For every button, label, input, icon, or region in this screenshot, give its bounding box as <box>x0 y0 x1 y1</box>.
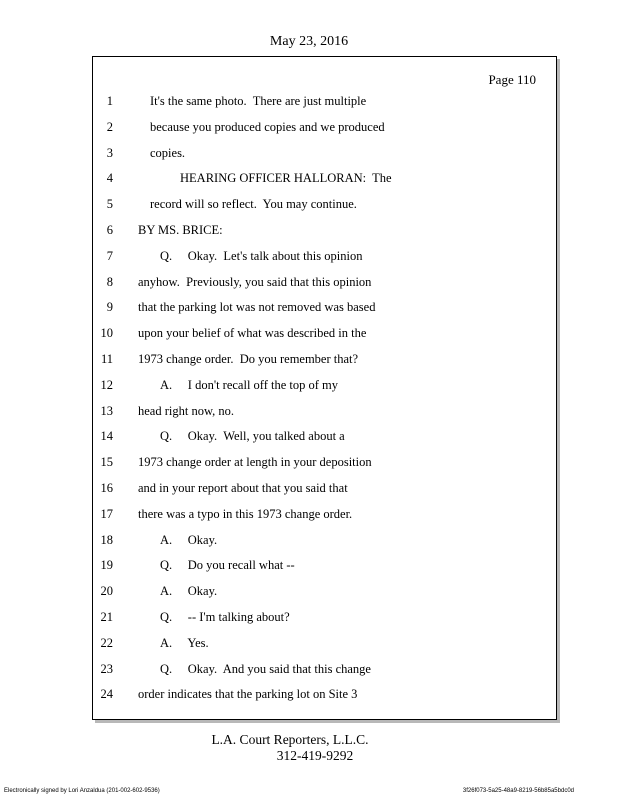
document-hash: 3f26f073-5a25-48a9-8219-56b85a5bdc0d <box>462 788 574 794</box>
line-text: because you produced copies and we produced <box>150 119 385 134</box>
line-text: A. I don't recall off the top of my <box>160 377 339 392</box>
line-number: 19 <box>100 558 113 573</box>
line-number: 17 <box>100 506 113 521</box>
line-number: 4 <box>106 171 113 186</box>
header-date: May 23, 2016 <box>269 34 349 49</box>
line-number: 24 <box>100 687 113 702</box>
line-number: 1 <box>106 94 113 108</box>
line-number: 6 <box>106 222 113 237</box>
page-number: Page 110 <box>488 72 536 87</box>
transcript-page <box>92 56 557 720</box>
line-text: order indicates that the parking lot on Site 3 <box>138 687 358 702</box>
line-text: 1973 change order. Do you remember that? <box>138 351 359 366</box>
line-text: and in your report about that you said that <box>138 480 348 495</box>
line-text: Q. Do you recall what -- <box>160 558 295 573</box>
line-number: 15 <box>100 455 113 470</box>
line-number: 11 <box>100 351 113 366</box>
line-number: 10 <box>100 326 113 341</box>
line-text: upon your belief of what was described in the <box>138 326 367 341</box>
court-reporter-phone: 312-419-9292 <box>276 748 354 763</box>
line-text: Q. Okay. And you said that this change <box>160 661 371 676</box>
line-text: Q. Okay. Well, you talked about a <box>160 429 345 444</box>
line-text: HEARING OFFICER HALLORAN: The <box>180 171 392 186</box>
line-number: 12 <box>100 377 113 392</box>
line-text: record will so reflect. You may continue. <box>150 197 357 212</box>
line-number: 23 <box>100 661 113 676</box>
line-number: 21 <box>100 609 113 624</box>
line-text: that the parking lot was not removed was based <box>138 300 376 315</box>
electronic-signature: Electronically signed by Lori Anzaldua (201-002-602-9536) <box>4 788 160 794</box>
line-text: head right now, no. <box>138 403 235 418</box>
line-number: 5 <box>106 197 113 212</box>
line-text: A. Yes. <box>160 635 209 650</box>
line-text: BY MS. BRICE: <box>138 222 223 237</box>
line-number: 22 <box>100 635 113 650</box>
line-text: It's the same photo. There are just multiple <box>150 94 367 108</box>
line-text: copies. <box>150 145 186 160</box>
court-reporter-name: L.A. Court Reporters, L.L.C. <box>211 732 369 747</box>
line-text: Q. Okay. Let's talk about this opinion <box>160 248 363 263</box>
line-number: 13 <box>100 403 113 418</box>
line-text: A. Okay. <box>160 532 218 547</box>
line-number: 2 <box>106 119 113 134</box>
line-number: 18 <box>100 532 113 547</box>
line-number: 16 <box>100 480 113 495</box>
line-number: 3 <box>106 145 113 160</box>
line-text: anyhow. Previously, you said that this opinion <box>138 274 372 289</box>
line-text: there was a typo in this 1973 change order. <box>138 506 353 521</box>
line-text: A. Okay. <box>160 584 218 599</box>
line-number: 7 <box>106 248 113 263</box>
line-number: 9 <box>106 300 113 315</box>
line-text: 1973 change order at length in your deposition <box>138 455 372 470</box>
line-number: 20 <box>100 584 113 599</box>
line-number: 14 <box>100 429 113 444</box>
line-number: 8 <box>106 274 113 289</box>
line-text: Q. -- I'm talking about? <box>160 609 290 624</box>
